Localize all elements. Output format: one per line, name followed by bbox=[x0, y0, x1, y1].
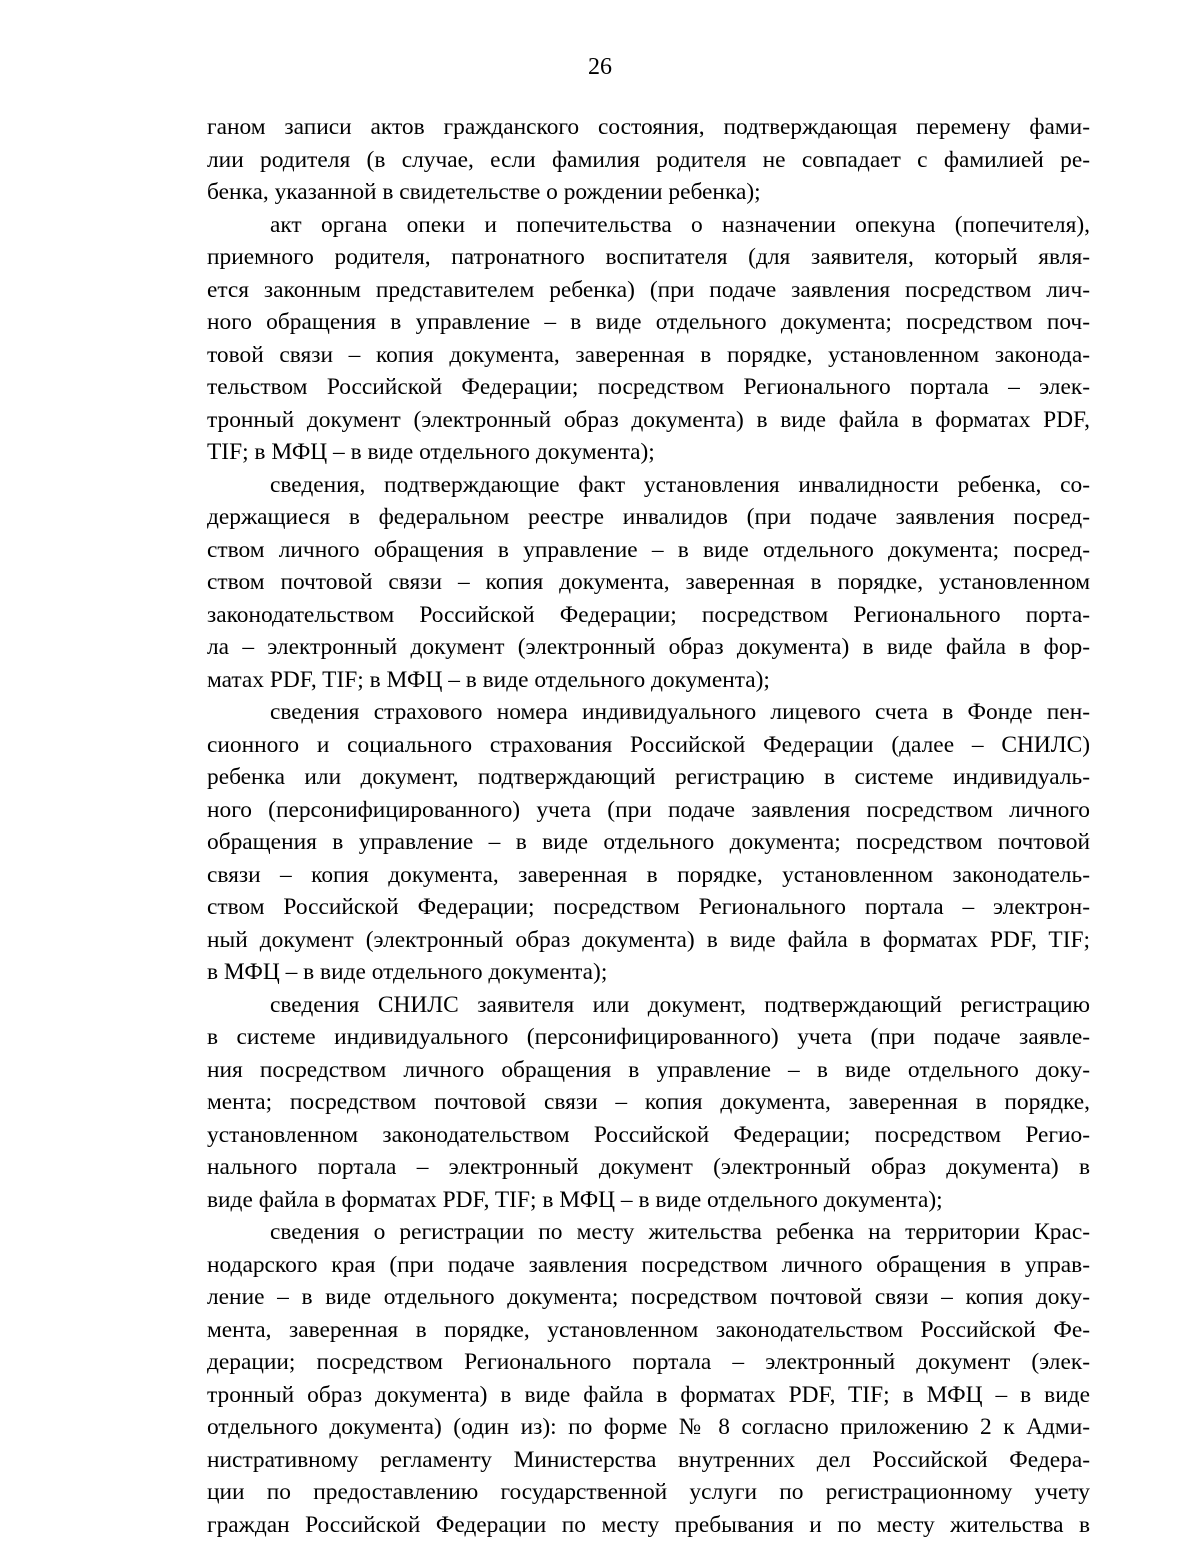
page-number: 26 bbox=[588, 54, 612, 80]
text-line: в системе индивидуального (персонифицированного) учета (при подаче заявле- bbox=[207, 1024, 1090, 1050]
text-line: ный документ (электронный образ документа) в виде файла в форматах PDF, TIF; bbox=[207, 926, 1090, 953]
text-line: ния посредством личного обращения в управление – в виде отдельного доку- bbox=[207, 1056, 1090, 1083]
text-line: граждан Российской Федерации по месту пребывания и по месту жительства в bbox=[207, 1511, 1090, 1538]
text-line: сведения СНИЛС заявителя или документ, подтверждающий регистрацию bbox=[270, 991, 1090, 1018]
text-line: ление – в виде отдельного документа; посредством почтовой связи – копия доку- bbox=[207, 1284, 1090, 1310]
text-line: в МФЦ – в виде отдельного документа); bbox=[207, 959, 608, 985]
text-line: TIF; в МФЦ – в виде отдельного документа); bbox=[207, 439, 655, 465]
text-line: ством почтовой связи – копия документа, заверенная в порядке, установленном bbox=[207, 569, 1090, 595]
text-line: ством Российской Федерации; посредством Регионального портала – электрон- bbox=[207, 894, 1090, 920]
text-line: матах PDF, TIF; в МФЦ – в виде отдельного документа); bbox=[207, 666, 770, 693]
text-line: связи – копия документа, заверенная в порядке, установленном законодатель- bbox=[207, 861, 1090, 888]
text-line: ганом записи актов гражданского состояния, подтверждающая перемену фами- bbox=[207, 114, 1090, 140]
text-line: ного (персонифицированного) учета (при подаче заявления посредством личного bbox=[207, 796, 1090, 823]
text-line: тронный образ документа) в виде файла в форматах PDF, TIF; в МФЦ – в виде bbox=[207, 1381, 1090, 1408]
text-line: сведения о регистрации по месту жительства ребенка на территории Крас- bbox=[270, 1219, 1090, 1245]
text-line: акт органа опеки и попечительства о назначении опекуна (попечителя), bbox=[270, 211, 1090, 238]
text-line: нистративному регламенту Министерства внутренних дел Российской Федера- bbox=[207, 1446, 1090, 1473]
text-line: лии родителя (в случае, если фамилия родителя не совпадает с фамилией ре- bbox=[207, 146, 1090, 173]
text-line: держащиеся в федеральном реестре инвалидов (при подаче заявления посред- bbox=[207, 504, 1090, 530]
text-line: установленном законодательством Российской Федерации; посредством Регио- bbox=[207, 1121, 1090, 1148]
text-line: сведения, подтверждающие факт установления инвалидности ребенка, со- bbox=[270, 471, 1090, 498]
text-line: законодательством Российской Федерации; посредством Регионального порта- bbox=[207, 601, 1090, 628]
text-line: ется законным представителем ребенка) (при подаче заявления посредством лич- bbox=[207, 276, 1090, 303]
text-line: сведения страхового номера индивидуального лицевого счета в Фонде пен- bbox=[270, 699, 1090, 725]
text-line: тельством Российской Федерации; посредством Регионального портала – элек- bbox=[207, 374, 1090, 400]
text-line: отдельного документа) (один из): по форме № 8 согласно приложению 2 к Адми- bbox=[207, 1414, 1090, 1440]
text-line: мента; посредством почтовой связи – копия документа, заверенная в порядке, bbox=[207, 1089, 1090, 1115]
text-line: приемного родителя, патронатного воспитателя (для заявителя, который явля- bbox=[207, 244, 1090, 270]
text-line: мента, заверенная в порядке, установленном законодательством Российской Фе- bbox=[207, 1316, 1090, 1343]
text-line: товой связи – копия документа, заверенная в порядке, установленном законода- bbox=[207, 341, 1090, 368]
text-line: ции по предоставлению государственной услуги по регистрационному учету bbox=[207, 1479, 1090, 1505]
text-line: сионного и социального страхования Российской Федерации (далее – СНИЛС) bbox=[207, 731, 1090, 758]
text-line: дерации; посредством Регионального портала – электронный документ (элек- bbox=[207, 1349, 1090, 1375]
text-line: виде файла в форматах PDF, TIF; в МФЦ – в виде отдельного документа); bbox=[207, 1186, 943, 1213]
text-line: обращения в управление – в виде отдельного документа; посредством почтовой bbox=[207, 829, 1090, 855]
text-line: нального портала – электронный документ (электронный образ документа) в bbox=[207, 1154, 1090, 1180]
text-line: бенка, указанной в свидетельстве о рождении ребенка); bbox=[207, 179, 761, 205]
text-line: ного обращения в управление – в виде отдельного документа; посредством поч- bbox=[207, 309, 1090, 335]
text-line: ством личного обращения в управление – в виде отдельного документа; посред- bbox=[207, 536, 1090, 563]
document-body bbox=[207, 111, 1090, 1541]
text-line: ла – электронный документ (электронный образ документа) в виде файла в фор- bbox=[207, 634, 1090, 660]
text-line: нодарского края (при подаче заявления посредством личного обращения в управ- bbox=[207, 1251, 1090, 1278]
text-line: ребенка или документ, подтверждающий регистрацию в системе индивидуаль- bbox=[207, 764, 1090, 790]
text-line: тронный документ (электронный образ документа) в виде файла в форматах PDF, bbox=[207, 406, 1090, 433]
